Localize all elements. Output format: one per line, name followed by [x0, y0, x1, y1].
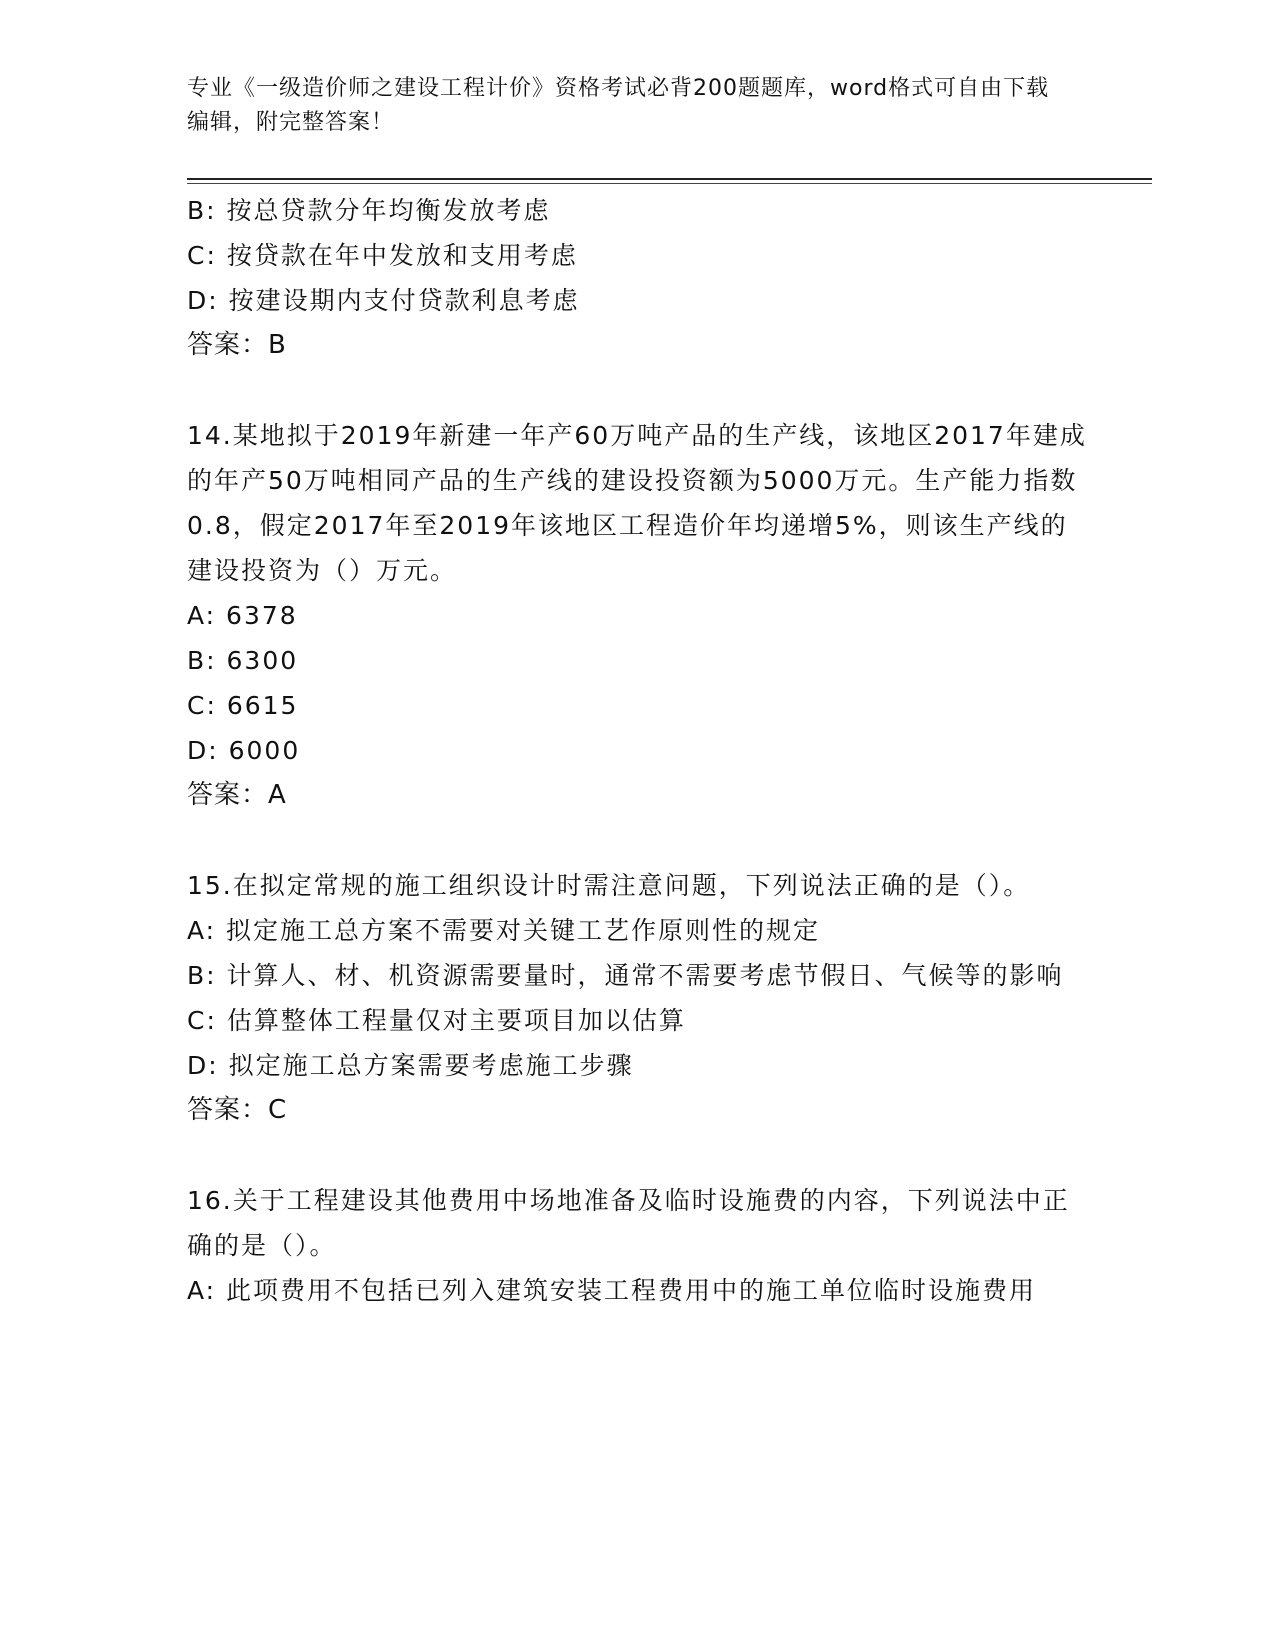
- option-b: B: 计算人、材、机资源需要量时，通常不需要考虑节假日、气候等的影响: [187, 961, 1064, 990]
- option-c: C: 按贷款在年中发放和支用考虑: [187, 241, 578, 270]
- header-divider: [187, 178, 1152, 180]
- option-b: B: 6300: [187, 646, 299, 675]
- question-13: [187, 188, 1087, 368]
- option-a: A: 此项费用不包括已列入建筑安装工程费用中的施工单位临时设施费用: [187, 1276, 1037, 1305]
- option-d: D: 按建设期内支付贷款利息考虑: [187, 286, 580, 315]
- question-15: [187, 863, 1087, 1133]
- question-16: [187, 1178, 1087, 1313]
- answer-line: 答案：C: [187, 1095, 288, 1125]
- question-text: 16.关于工程建设其他费用中场地准备及临时设施费的内容，下列说法中正确的是（）。: [187, 1186, 1070, 1260]
- document-body: [187, 188, 1087, 1313]
- question-text: 15.在拟定常规的施工组织设计时需注意问题，下列说法正确的是（）。: [187, 871, 1031, 900]
- question-text: 14.某地拟于2019年新建一年产60万吨产品的生产线，该地区2017年建成的年产50万吨相同产品的生产线的建设投资额为5000万元。生产能力指数0.8，假定2017年至2019年该地区工程造价年均递增5%，则该生产线的建设投资为（）万元。: [187, 421, 1087, 585]
- question-14: [187, 413, 1087, 818]
- answer-line: 答案：B: [187, 330, 287, 360]
- option-a: A: 6378: [187, 601, 298, 630]
- answer-line: 答案：A: [187, 780, 287, 810]
- option-a: A: 拟定施工总方案不需要对关键工艺作原则性的规定: [187, 916, 821, 945]
- option-c: C: 6615: [187, 691, 299, 720]
- option-d: D: 6000: [187, 736, 301, 765]
- option-d: D: 拟定施工总方案需要考虑施工步骤: [187, 1051, 634, 1080]
- option-c: C: 估算整体工程量仅对主要项目加以估算: [187, 1006, 686, 1035]
- option-b: B: 按总贷款分年均衡发放考虑: [187, 196, 551, 225]
- header-divider-thin: [187, 183, 1152, 184]
- document-header: 专业《一级造价师之建设工程计价》资格考试必背200题题库，word格式可自由下载编辑，附完整答案！: [187, 76, 1050, 135]
